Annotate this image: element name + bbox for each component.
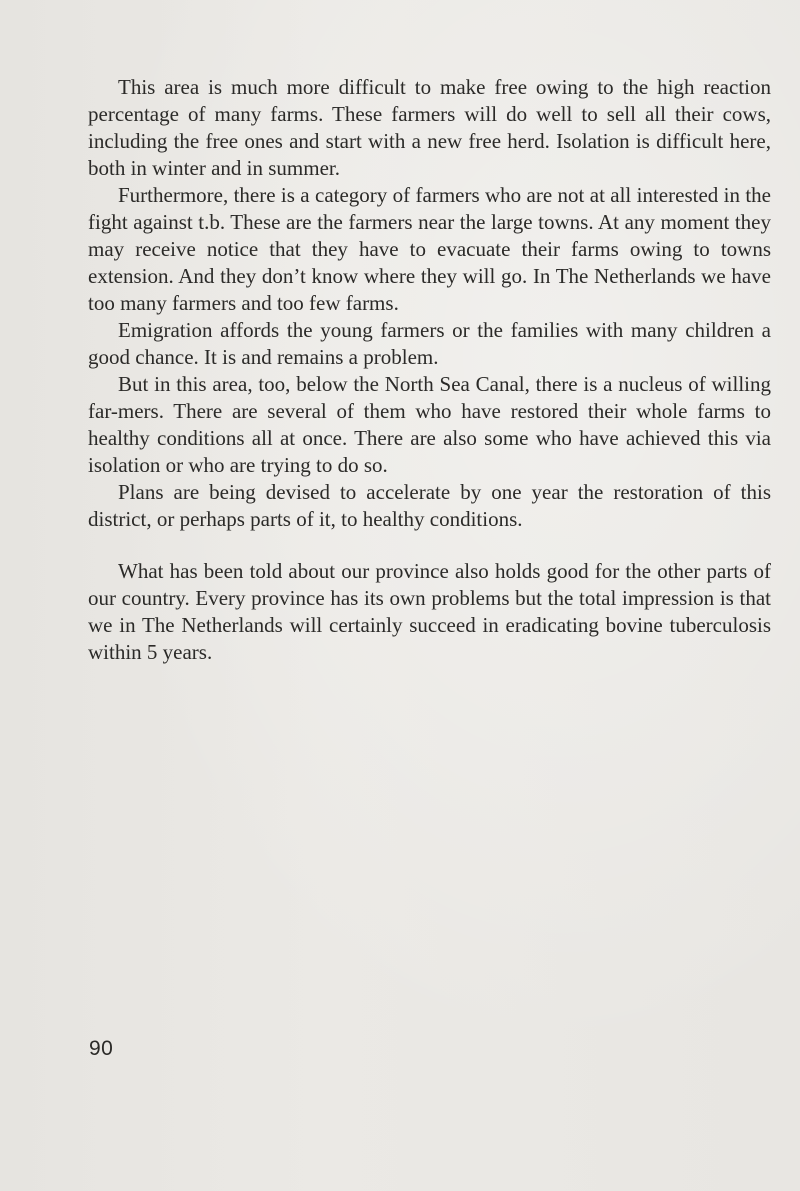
paragraph-1: This area is much more difficult to make free owing to the high reaction percentage of many farms. These farmers will do well to sell all their cows, including the free ones and start with a new free herd. Isolation is difficult here, both in winter and in summer. xyxy=(88,75,771,180)
paragraph-5: Plans are being devised to accelerate by one year the restoration of this district, or perhaps parts of it, to healthy conditions. xyxy=(88,480,771,531)
body-text xyxy=(88,74,771,666)
paragraph-4: But in this area, too, below the North Sea Canal, there is a nucleus of willing far-mers. There are several of them who have restored their whole farms to healthy conditions all at once. There are also some who have achieved this via isolation or who are trying to do so. xyxy=(88,372,771,477)
paragraph-6: What has been told about our province also holds good for the other parts of our country. Every province has its own problems but the total impression is that we in The Netherlands will certainly succeed in eradicating bovine tuberculosis within 5 years. xyxy=(88,559,771,664)
paragraph-2: Furthermore, there is a category of farmers who are not at all interested in the fight against t.b. These are the farmers near the large towns. At any moment they may receive notice that they have to evacuate their farms owing to towns extension. And they don’t know where they will go. In The Netherlands we have too many farmers and too few farms. xyxy=(88,183,771,315)
paragraph-3: Emigration affords the young farmers or the families with many children a good chance. It is and remains a problem. xyxy=(88,318,771,369)
page-number: 90 xyxy=(89,1037,114,1060)
